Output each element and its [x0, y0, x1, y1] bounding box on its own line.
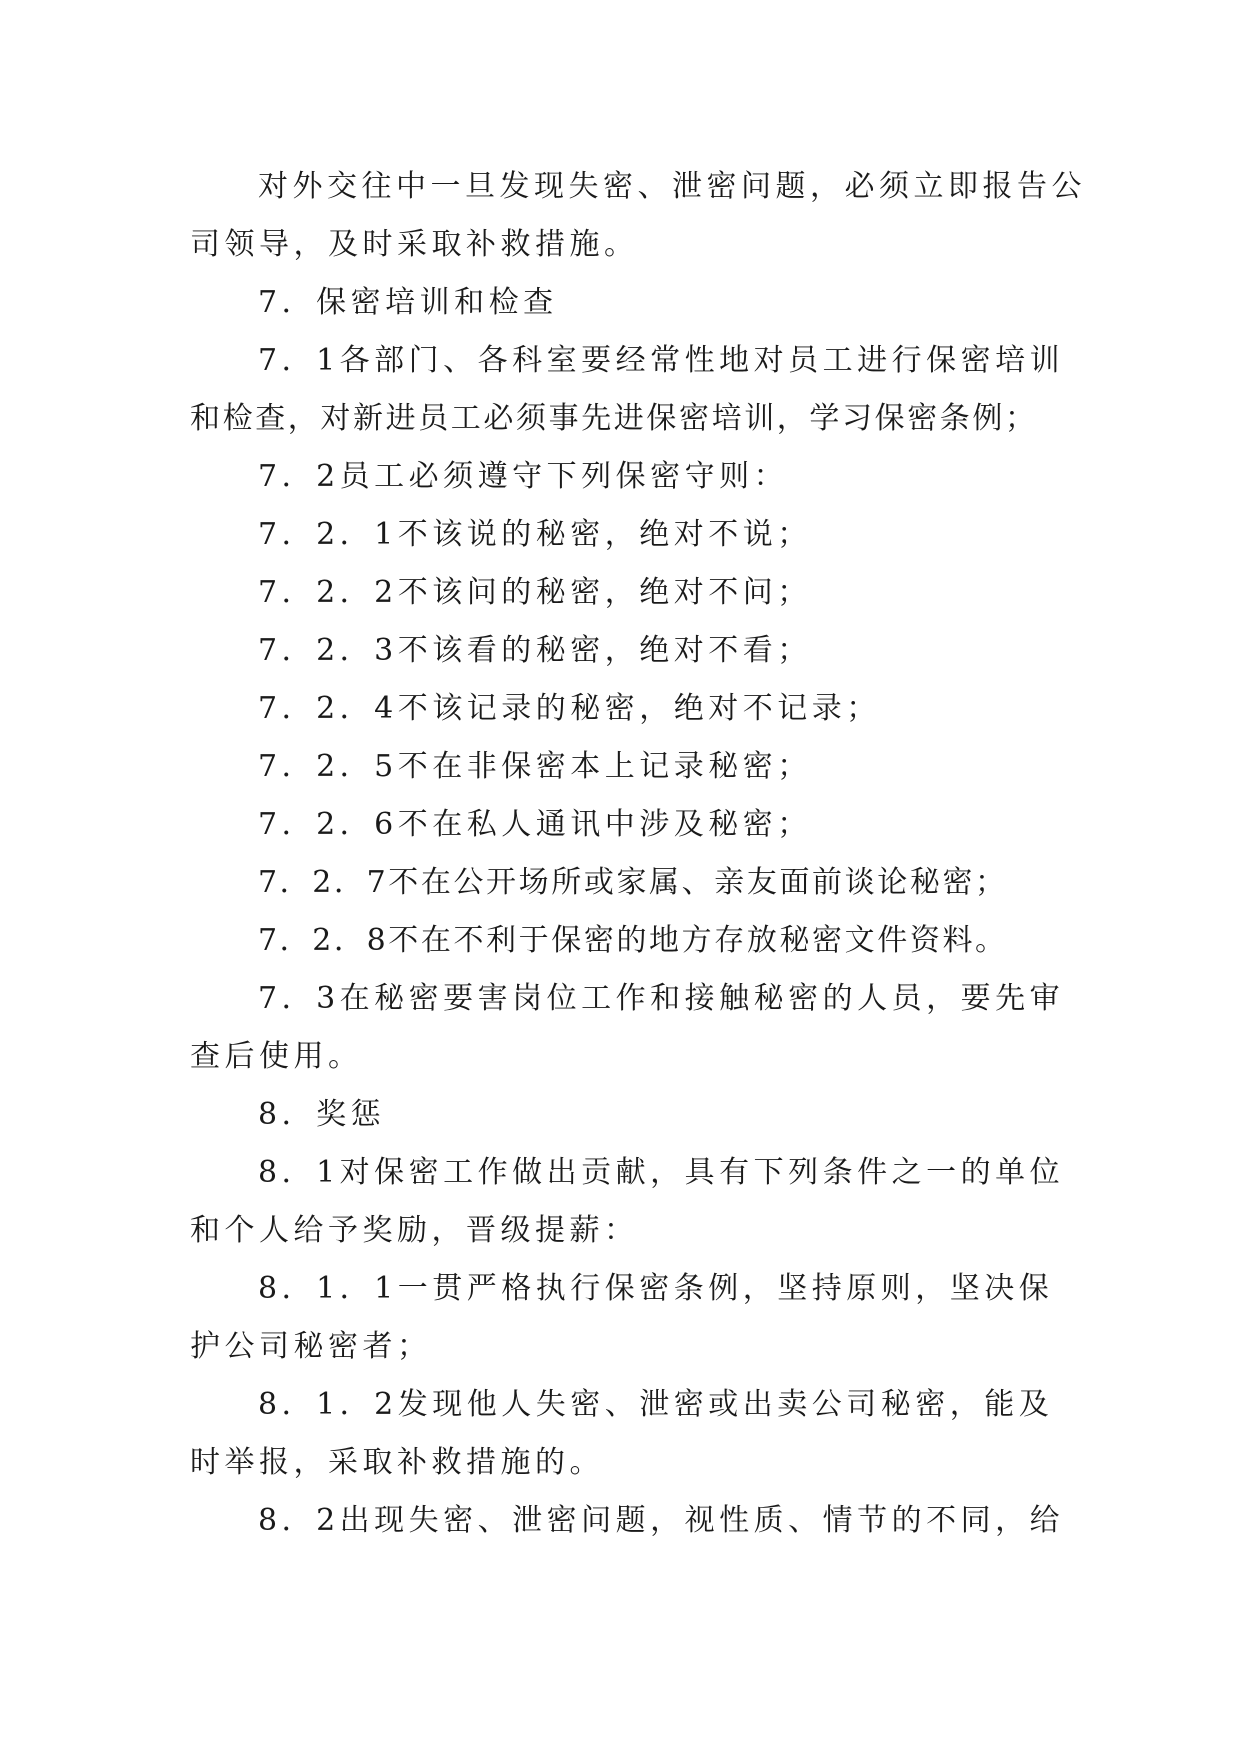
section-heading: 7．保密培训和检查 — [258, 285, 558, 320]
list-item: 护公司秘密者； — [190, 1329, 432, 1364]
paragraph-line: 和检查，对新进员工必须事先进保密培训，学习保密条例； — [190, 401, 1038, 436]
list-item: 7．2．5不在非保密本上记录秘密； — [258, 749, 812, 784]
paragraph-line: 查后使用。 — [190, 1039, 363, 1074]
list-item: 7．2．4不该记录的秘密，绝对不记录； — [258, 691, 881, 726]
list-item: 8．1．2发现他人失密、泄密或出卖公司秘密，能及 — [258, 1387, 1054, 1422]
list-item: 7．2．8不在不利于保密的地方存放秘密文件资料。 — [258, 923, 1008, 958]
list-item: 8．1．1一贯严格执行保密条例，坚持原则，坚决保 — [258, 1271, 1054, 1306]
paragraph-line: 8．2出现失密、泄密问题，视性质、情节的不同，给 — [258, 1503, 1065, 1538]
paragraph-line: 8．1对保密工作做出贡献，具有下列条件之一的单位 — [258, 1155, 1065, 1190]
list-item: 7．2．7不在公开场所或家属、亲友面前谈论秘密； — [258, 865, 1008, 900]
paragraph-line: 7．2员工必须遵守下列保密守则： — [258, 459, 789, 494]
list-item: 7．2．1不该说的秘密，绝对不说； — [258, 517, 812, 552]
list-item: 7．2．3不该看的秘密，绝对不看； — [258, 633, 812, 668]
paragraph-line: 7．3在秘密要害岗位工作和接触秘密的人员，要先审 — [258, 981, 1065, 1016]
paragraph-line: 司领导，及时采取补救措施。 — [190, 227, 639, 262]
list-item: 7．2．2不该问的秘密，绝对不问； — [258, 575, 812, 610]
document-body — [190, 158, 1086, 1550]
paragraph-line: 对外交往中一旦发现失密、泄密问题，必须立即报告公 — [258, 169, 1086, 204]
list-item: 7．2．6不在私人通讯中涉及秘密； — [258, 807, 812, 842]
paragraph-line: 7．1各部门、各科室要经常性地对员工进行保密培训 — [258, 343, 1065, 378]
paragraph-line: 和个人给予奖励，晋级提薪： — [190, 1213, 639, 1248]
section-heading: 8．奖惩 — [258, 1097, 386, 1132]
list-item: 时举报，采取补救措施的。 — [190, 1445, 604, 1480]
